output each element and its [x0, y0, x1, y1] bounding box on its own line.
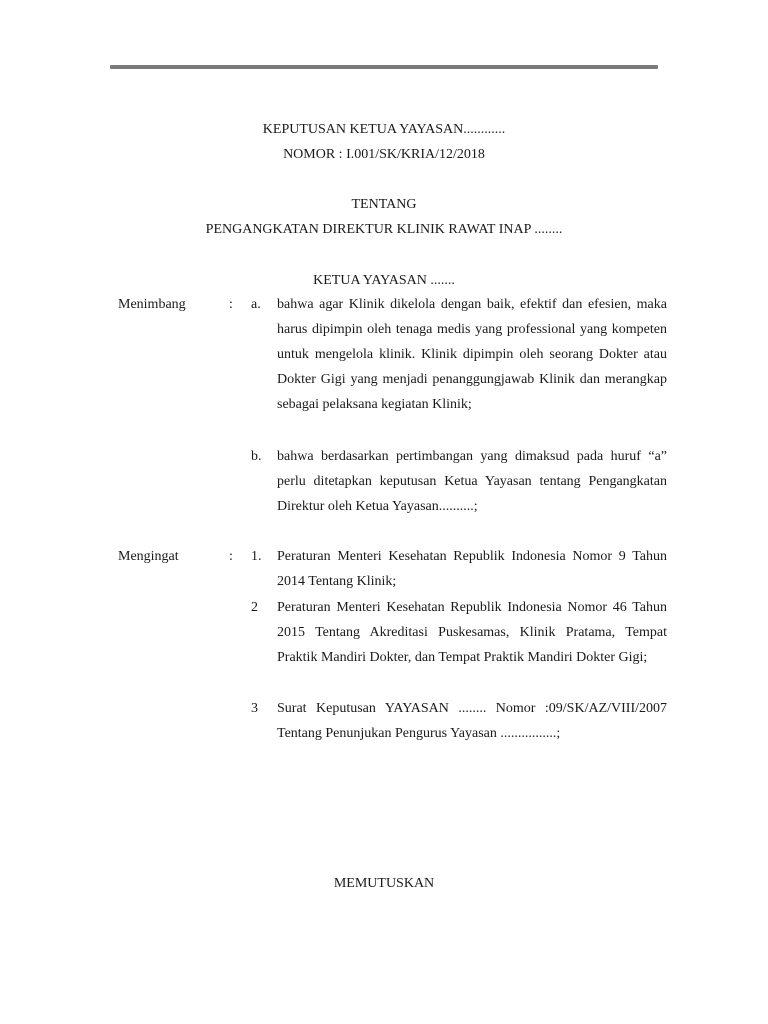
menimbang-marker-a: a.: [251, 297, 261, 312]
document-number: NOMOR : I.001/SK/KRIA/12/2018: [283, 147, 485, 162]
mengingat-label: Mengingat: [118, 549, 179, 564]
menimbang-label: Menimbang: [118, 297, 186, 312]
mengingat-marker-1: 1.: [251, 549, 262, 564]
document-subject: PENGANGKATAN DIREKTUR KLINIK RAWAT INAP ........: [205, 222, 563, 237]
menimbang-colon: :: [229, 297, 233, 312]
mengingat-item-1: Peraturan Menteri Kesehatan Republik Indonesia Nomor 9 Tahun 2014 Tentang Klinik;: [277, 549, 667, 589]
decision-heading: MEMUTUSKAN: [333, 876, 435, 891]
menimbang-item-a: bahwa agar Klinik dikelola dengan baik, efektif dan efesien, maka harus dipimpin oleh tenaga medis yang professional yang kompeten untuk mengelola klinik. Klinik dipimpin oleh seorang Dokter atau Dokter Gigi yang menjadi penanggungjawab Klinik dan merangkap sebagai pelaksana kegiatan Klinik;: [277, 297, 667, 412]
mengingat-marker-3: 3: [251, 701, 258, 716]
mengingat-item-3: Surat Keputusan YAYASAN ........ Nomor :09/SK/AZ/VIII/2007 Tentang Penunjukan Pengurus Yayasan ................;: [277, 701, 667, 741]
document-title: KEPUTUSAN KETUA YAYASAN............: [262, 122, 506, 137]
header-rule: [110, 65, 658, 69]
mengingat-item-2: Peraturan Menteri Kesehatan Republik Indonesia Nomor 46 Tahun 2015 Tentang Akreditasi Puskesamas, Klinik Pratama, Tempat Praktik Mandiri Dokter, dan Tempat Praktik Mandiri Dokter Gigi;: [277, 600, 667, 665]
mengingat-colon: :: [229, 549, 233, 564]
mengingat-marker-2: 2: [251, 600, 258, 615]
menimbang-marker-b: b.: [251, 449, 262, 464]
issuer-title: KETUA YAYASAN .......: [313, 273, 455, 288]
menimbang-item-b: bahwa berdasarkan pertimbangan yang dimaksud pada huruf “a” perlu ditetapkan keputusan Ketua Yayasan tentang Pengangkatan Direktur oleh Ketua Yayasan..........;: [277, 449, 667, 514]
about-label: TENTANG: [351, 197, 417, 212]
